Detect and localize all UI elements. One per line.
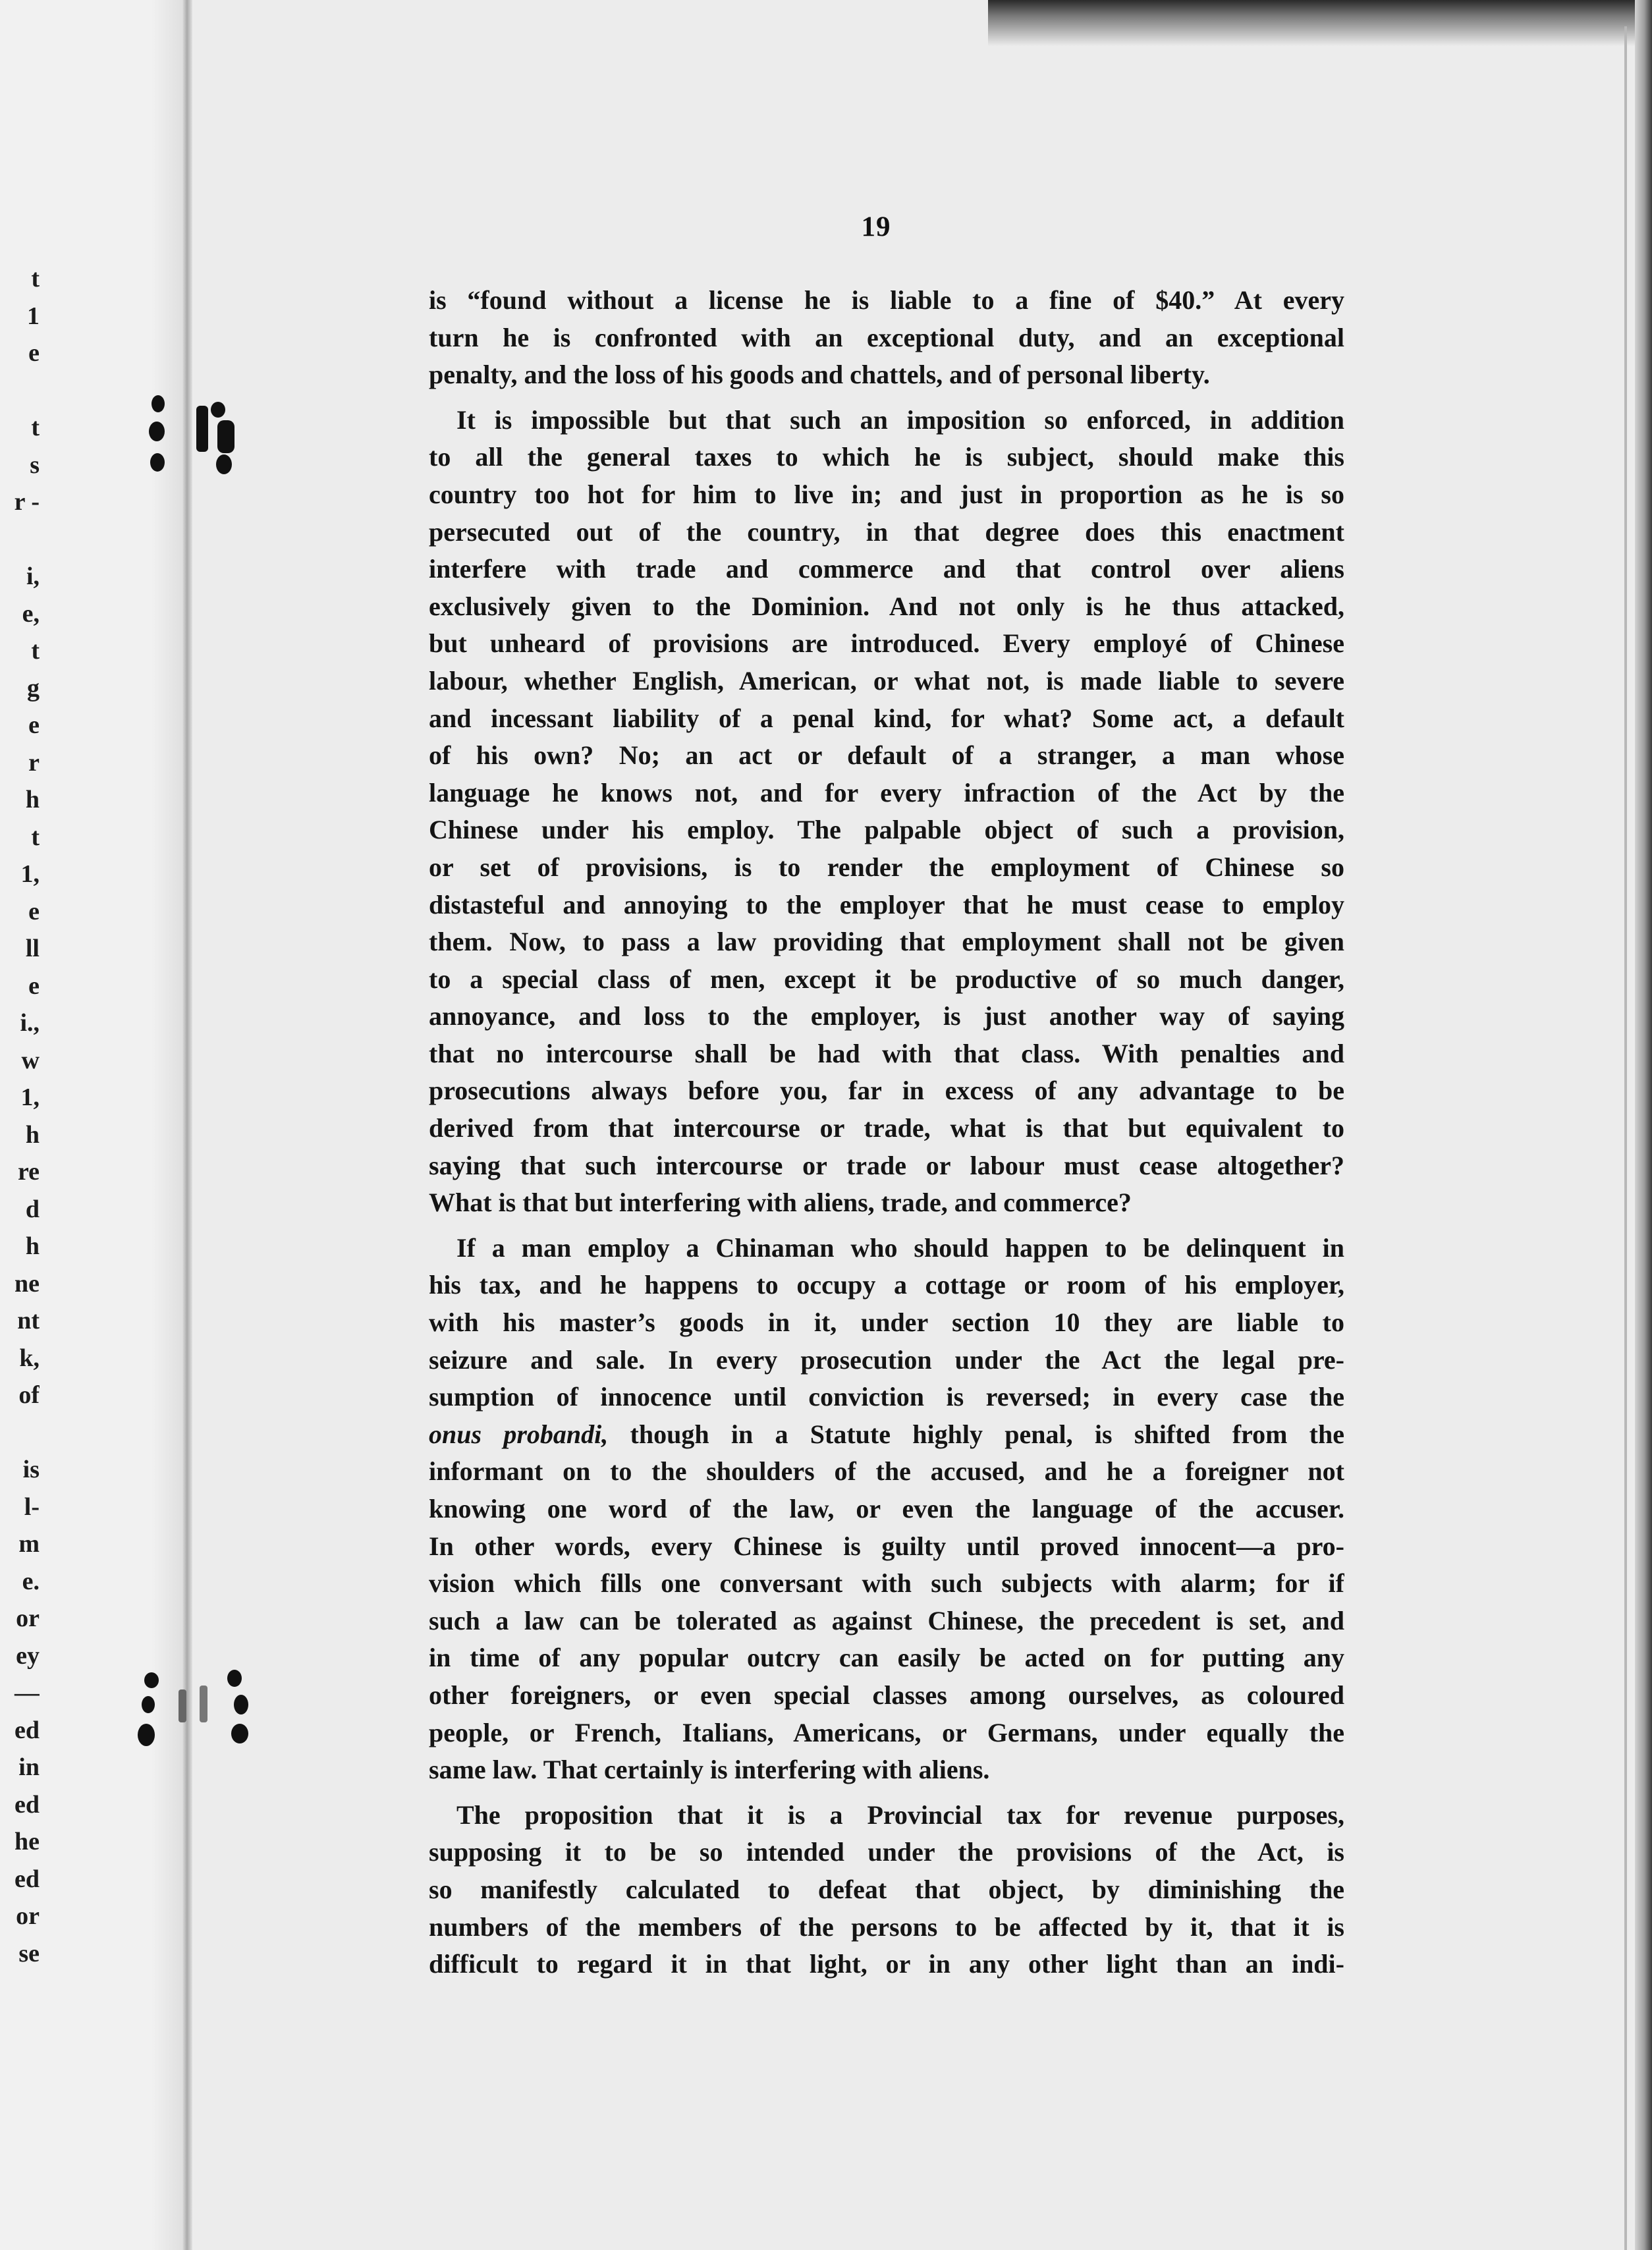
facing-page-fragment bbox=[0, 521, 40, 559]
book-gutter bbox=[182, 0, 192, 2250]
facing-page-fragment: 1 bbox=[27, 302, 40, 330]
text-line: annoyance, and loss to the employer, is just another way of saying bbox=[429, 1001, 1344, 1031]
text-line: people, or French, Italians, Americans, or Germans, under equally the bbox=[429, 1717, 1344, 1747]
paragraph bbox=[429, 1230, 1344, 1789]
facing-page-fragment: t bbox=[31, 637, 40, 665]
text-line: and incessant liability of a penal kind, for what? Some act, a default bbox=[429, 703, 1344, 733]
text-line: penalty, and the loss of his goods and chattels, and of personal liberty. bbox=[429, 360, 1210, 390]
facing-page-fragment bbox=[0, 1414, 40, 1452]
facing-page-fragment: is bbox=[22, 1456, 40, 1483]
text-line: In other words, every Chinese is guilty until proved innocent—a pro- bbox=[429, 1531, 1344, 1561]
text-line: persecuted out of the country, in that degree does this enactment bbox=[429, 516, 1344, 547]
page-number: 19 bbox=[861, 211, 891, 242]
binding-stitch-mark bbox=[135, 1663, 247, 1762]
text-line: with his master’s goods in it, under section 10 they are liable to bbox=[429, 1307, 1344, 1338]
text-line: language he knows not, and for every infraction of the Act by the bbox=[429, 777, 1344, 808]
facing-page-fragment: w bbox=[21, 1046, 40, 1074]
text-line: other foreigners, or even special classes among ourselves, as coloured bbox=[429, 1680, 1344, 1710]
facing-page-fragment: he bbox=[14, 1828, 40, 1855]
text-line: so manifestly calculated to defeat that object, by diminishing the bbox=[429, 1874, 1344, 1904]
facing-page-fragment: s bbox=[30, 451, 40, 479]
text-line: in time of any popular outcry can easily be acted on for putting any bbox=[429, 1643, 1344, 1673]
facing-page-fragment: g bbox=[27, 674, 40, 702]
facing-page-text-fragments bbox=[0, 260, 40, 1972]
text-line: supposing it to be so intended under the provisions of the Act, is bbox=[429, 1837, 1344, 1867]
text-line: country too hot for him to live in; and just in proportion as he is so bbox=[429, 479, 1344, 509]
facing-page-fragment: in bbox=[18, 1753, 40, 1781]
facing-page-fragment: ed bbox=[14, 1716, 40, 1744]
text-line: sumption of innocence until conviction is reversed; in every case the bbox=[429, 1382, 1344, 1412]
text-line: seizure and sale. In every prosecution under the Act the legal pre- bbox=[429, 1344, 1344, 1375]
facing-page-fragment: m bbox=[18, 1530, 40, 1558]
facing-page-fragment: t bbox=[31, 414, 40, 441]
facing-page-fragment: r bbox=[28, 748, 40, 777]
facing-page-fragment: ne bbox=[14, 1269, 40, 1298]
text-line: same law. That certainly is interfering with aliens. bbox=[429, 1755, 990, 1785]
text-line: of his own? No; an act or default of a stranger, a man whose bbox=[429, 740, 1344, 771]
facing-page-fragment: ed bbox=[14, 1790, 40, 1819]
facing-page-fragment: 1, bbox=[20, 860, 40, 888]
text-line: turn he is confronted with an exceptional duty, and an exceptional bbox=[429, 322, 1344, 352]
text-line: derived from that intercourse or trade, what is that but equivalent to bbox=[429, 1113, 1344, 1143]
text-line: prosecutions always before you, far in excess of any advantage to be bbox=[429, 1076, 1344, 1106]
top-edge-shadow bbox=[988, 0, 1652, 46]
text-line: difficult to regard it in that light, or in any other light than an indi- bbox=[429, 1949, 1344, 1979]
facing-page-fragment: or bbox=[16, 1902, 40, 1930]
facing-page-fragment: e bbox=[28, 711, 40, 739]
facing-page-fragment: i., bbox=[20, 1009, 40, 1037]
facing-page-fragment: t bbox=[31, 823, 40, 851]
text-line: exclusively given to the Dominion. And not only is he thus attacked, bbox=[429, 591, 1344, 621]
facing-page-fragment: 1, bbox=[20, 1084, 40, 1111]
facing-page-fragment: t bbox=[31, 265, 40, 292]
text-line: to all the general taxes to which he is subject, should make this bbox=[429, 442, 1344, 472]
text-line: his tax, and he happens to occupy a cottage or room of his employer, bbox=[429, 1270, 1344, 1300]
facing-page-fragment: nt bbox=[17, 1307, 40, 1334]
facing-page-fragment: e. bbox=[22, 1567, 40, 1595]
facing-page-fragment bbox=[0, 372, 40, 410]
text-line: The proposition that it is a Provincial tax for revenue purposes, bbox=[456, 1799, 1344, 1830]
facing-page-fragment: e bbox=[28, 339, 40, 367]
text-line: If a man employ a Chinaman who should happen to be delinquent in bbox=[456, 1232, 1344, 1263]
facing-page-fragment: of bbox=[18, 1381, 40, 1409]
text-line: labour, whether English, American, or what not, is made liable to severe bbox=[429, 665, 1344, 696]
facing-page-fragment: k, bbox=[19, 1344, 40, 1372]
facing-page-fragment: se bbox=[18, 1939, 40, 1967]
text-line: that no intercourse shall be had with that class. With penalties and bbox=[429, 1038, 1344, 1068]
text-line: knowing one word of the law, or even the language of the accuser. bbox=[429, 1494, 1344, 1523]
facing-page-fragment: h bbox=[25, 1232, 40, 1260]
text-line: It is impossible but that such an imposition so enforced, in addition bbox=[456, 404, 1344, 435]
facing-page-fragment: — bbox=[14, 1679, 40, 1707]
page-body-text bbox=[429, 282, 1344, 1983]
text-line: What is that but interfering with aliens, trade, and commerce? bbox=[429, 1188, 1132, 1218]
facing-page-fragment: d bbox=[25, 1195, 40, 1223]
paragraph bbox=[429, 402, 1344, 1222]
facing-page-fragment: h bbox=[25, 1120, 40, 1149]
facing-page-fragment: or bbox=[16, 1605, 40, 1632]
facing-page-fragment: re bbox=[17, 1158, 40, 1186]
facing-page-fragment: i, bbox=[26, 562, 40, 590]
text-line: interfere with trade and commerce and that control over aliens bbox=[429, 554, 1344, 584]
facing-page-fragment: h bbox=[25, 786, 40, 813]
text-line: or set of provisions, is to render the employment of Chinese so bbox=[429, 852, 1344, 882]
right-page-edge-line bbox=[1624, 26, 1627, 2250]
facing-page-fragment: r - bbox=[14, 488, 40, 516]
paragraph bbox=[429, 282, 1344, 394]
text-line: saying that such intercourse or trade or labour must cease altogether? bbox=[429, 1150, 1344, 1180]
text-line: them. Now, to pass a law providing that employment shall not be given bbox=[429, 927, 1344, 957]
right-edge-shadow bbox=[1635, 0, 1652, 2250]
binding-stitch-mark bbox=[138, 389, 250, 487]
facing-page-fragment: ed bbox=[14, 1865, 40, 1893]
text-line: such a law can be tolerated as against Chinese, the precedent is set, and bbox=[429, 1605, 1344, 1635]
facing-page-fragment: e bbox=[28, 972, 40, 1000]
text-line: vision which fills one conversant with such subjects with alarm; for if bbox=[429, 1568, 1344, 1599]
facing-page-fragment: e, bbox=[22, 599, 40, 628]
text-line: is “found without a license he is liable to a fine of $40.” At every bbox=[429, 285, 1344, 315]
text-line: numbers of the members of the persons to be affected by it, that it is bbox=[429, 1911, 1344, 1942]
text-line: onus probandi, though in a Statute highly penal, is shifted from the bbox=[429, 1419, 1344, 1449]
text-line: distasteful and annoying to the employer that he must cease to employ bbox=[429, 889, 1344, 919]
text-line: but unheard of provisions are introduced. Every employé of Chinese bbox=[429, 628, 1344, 659]
paragraph bbox=[429, 1797, 1344, 1983]
text-line: Chinese under his employ. The palpable object of such a provision, bbox=[429, 815, 1344, 845]
facing-page-fragment: l- bbox=[24, 1493, 40, 1521]
text-line: to a special class of men, except it be productive of so much danger, bbox=[429, 964, 1344, 994]
facing-page-fragment: ey bbox=[16, 1641, 40, 1670]
facing-page-fragment: ll bbox=[25, 935, 40, 962]
facing-page-fragment: e bbox=[28, 897, 40, 925]
latin-phrase: onus probandi, bbox=[429, 1419, 609, 1449]
text-line: informant on to the shoulders of the accused, and he a foreigner not bbox=[429, 1456, 1344, 1487]
